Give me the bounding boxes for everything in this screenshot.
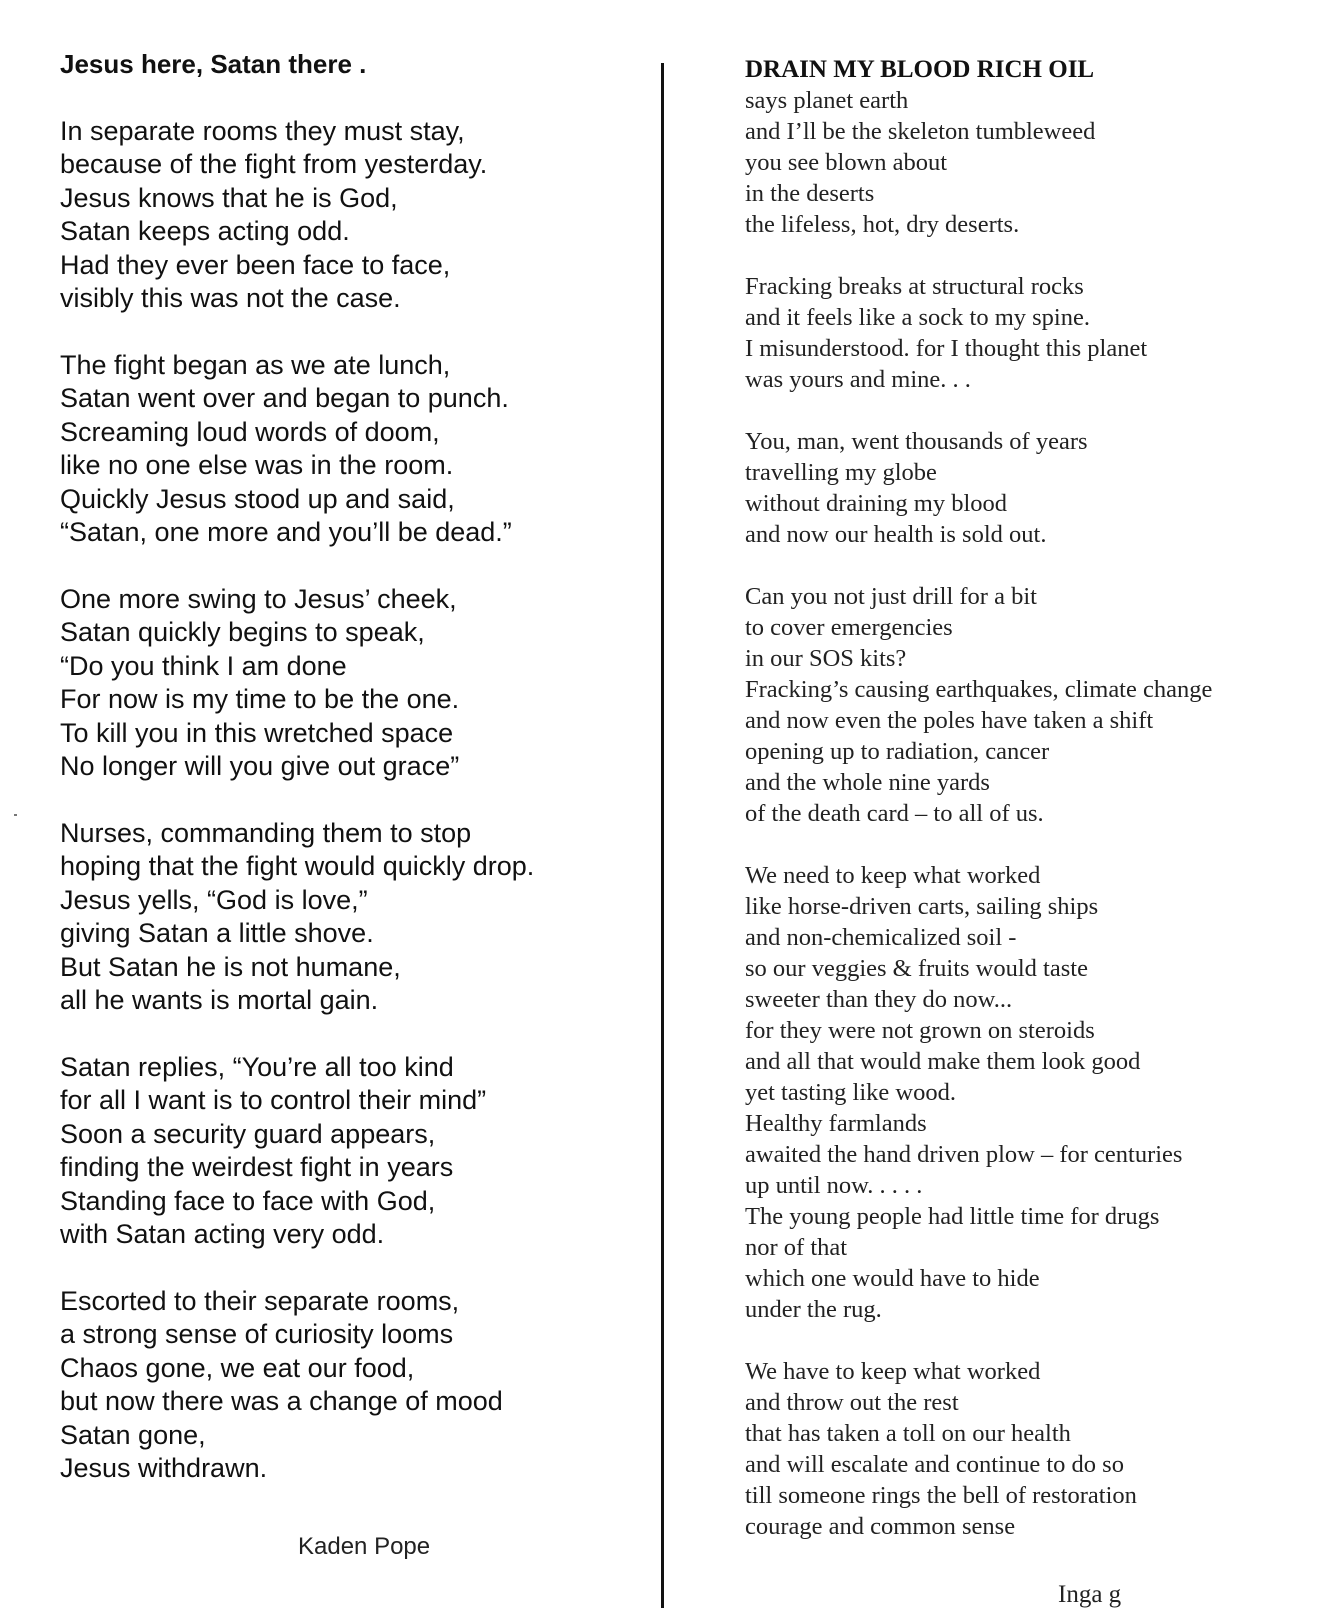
column-divider	[661, 63, 664, 1608]
poem-line: Nurses, commanding them to stop	[60, 817, 472, 848]
poem-line: a strong sense of curiosity looms	[60, 1319, 454, 1349]
poem-line: of the death card – to all of us.	[745, 800, 1044, 827]
poem-line: Quickly Jesus stood up and said,	[60, 483, 455, 514]
poem-line: Jesus withdrawn.	[60, 1453, 268, 1483]
poem-line: which one would have to hide	[745, 1265, 1040, 1292]
poem-left-body	[60, 115, 620, 1486]
poem-line: Standing face to face with God,	[60, 1185, 436, 1216]
poem-line: In separate rooms they must stay,	[60, 115, 465, 146]
poem-line: the lifeless, hot, dry deserts.	[745, 211, 1020, 238]
poem-line: The young people had little time for drugs	[745, 1203, 1160, 1230]
poem-line: yet tasting like wood.	[745, 1079, 956, 1106]
stanza	[745, 581, 1315, 829]
poem-line: till someone rings the bell of restoration	[745, 1482, 1137, 1509]
poem-line: and it feels like a sock to my spine.	[745, 304, 1090, 331]
poem-line: and throw out the rest	[745, 1389, 959, 1416]
poem-line: because of the fight from yesterday.	[60, 149, 488, 179]
poem-line: Jesus knows that he is God,	[60, 182, 398, 213]
poem-line: like horse-driven carts, sailing ships	[745, 893, 1099, 920]
poem-line: Escorted to their separate rooms,	[60, 1285, 460, 1316]
poem-left-author: Kaden Pope	[298, 1533, 431, 1560]
poem-line: up until now. . . . .	[745, 1172, 923, 1199]
poem-line: Screaming loud words of doom,	[60, 416, 440, 447]
poem-line: under the rug.	[745, 1296, 882, 1323]
poem-line: and now even the poles have taken a shift	[745, 707, 1154, 734]
poem-line: but now there was a change of mood	[60, 1386, 503, 1416]
poem-line: visibly this was not the case.	[60, 283, 401, 313]
poem-line: We have to keep what worked	[745, 1358, 1041, 1385]
poem-line: sweeter than they do now...	[745, 986, 1013, 1013]
poem-line: hoping that the fight would quickly drop.	[60, 851, 535, 881]
poem-line: For now is my time to be the one.	[60, 684, 460, 714]
poem-line: to cover emergencies	[745, 614, 953, 641]
stanza	[745, 271, 1315, 395]
poem-right-body	[745, 85, 1315, 1542]
poem-line: Had they ever been face to face,	[60, 249, 451, 280]
poem-left-title: Jesus here, Satan there .	[60, 49, 367, 79]
poem-line: Soon a security guard appears,	[60, 1118, 436, 1149]
poem-line: and now our health is sold out.	[745, 521, 1047, 548]
poem-line: and I’ll be the skeleton tumbleweed	[745, 118, 1096, 145]
poem-right-title: DRAIN MY BLOOD RICH OIL	[745, 56, 1095, 83]
poem-line: in our SOS kits?	[745, 645, 907, 672]
poem-line: Satan went over and began to punch.	[60, 383, 509, 413]
stanza	[745, 426, 1315, 550]
stanza	[745, 85, 1315, 240]
poem-line: Satan keeps acting odd.	[60, 216, 350, 246]
poem-line: Chaos gone, we eat our food,	[60, 1352, 415, 1383]
poem-line: Satan gone,	[60, 1419, 206, 1450]
stanza	[60, 349, 620, 550]
poem-line: and all that would make them look good	[745, 1048, 1141, 1075]
stanza	[745, 1356, 1315, 1542]
poem-line: You, man, went thousands of years	[745, 428, 1088, 455]
poem-line: “Do you think I am done	[60, 650, 347, 681]
poem-line: and the whole nine yards	[745, 769, 990, 796]
stanza	[60, 817, 620, 1018]
poem-line: One more swing to Jesus’ cheek,	[60, 583, 457, 614]
poem-line: for all I want is to control their mind”	[60, 1085, 487, 1115]
poem-line: all he wants is mortal gain.	[60, 985, 379, 1015]
poem-line: We need to keep what worked	[745, 862, 1041, 889]
poem-left	[60, 48, 620, 1519]
poem-line: travelling my globe	[745, 459, 937, 486]
poem-line: Can you not just drill for a bit	[745, 583, 1037, 610]
poem-line: without draining my blood	[745, 490, 1007, 517]
poem-right-author: Inga g	[1058, 1581, 1122, 1608]
poem-line: for they were not grown on steroids	[745, 1017, 1095, 1044]
poem-line: says planet earth	[745, 87, 909, 114]
poem-line: with Satan acting very odd.	[60, 1219, 385, 1249]
poem-line: “Satan, one more and you’ll be dead.”	[60, 517, 512, 547]
poem-line: awaited the hand driven plow – for centuries	[745, 1141, 1183, 1168]
stanza	[60, 1051, 620, 1252]
poem-line: Satan replies, “You’re all too kind	[60, 1051, 454, 1082]
poem-line: courage and common sense	[745, 1513, 1016, 1540]
poem-line: Fracking’s causing earthquakes, climate change	[745, 676, 1213, 703]
poem-line: in the deserts	[745, 180, 875, 207]
poem-line: Fracking breaks at structural rocks	[745, 273, 1084, 300]
poem-line: finding the weirdest fight in years	[60, 1152, 454, 1182]
poem-line: like no one else was in the room.	[60, 450, 454, 480]
poem-line: Healthy farmlands	[745, 1110, 927, 1137]
poem-line: Satan quickly begins to speak,	[60, 617, 425, 647]
poem-line: But Satan he is not humane,	[60, 951, 401, 982]
poem-line: you see blown about	[745, 149, 948, 176]
poem-line: opening up to radiation, cancer	[745, 738, 1050, 765]
poem-line: giving Satan a little shove.	[60, 918, 374, 948]
poem-right	[745, 54, 1315, 1573]
stanza	[60, 115, 620, 316]
poem-line: nor of that	[745, 1234, 848, 1261]
poem-line: Jesus yells, “God is love,”	[60, 884, 368, 915]
poem-line: was yours and mine. . .	[745, 366, 971, 393]
poem-line: so our veggies & fruits would taste	[745, 955, 1088, 982]
poem-line: that has taken a toll on our health	[745, 1420, 1071, 1447]
stanza	[60, 583, 620, 784]
poem-line: I misunderstood. for I thought this planet	[745, 335, 1148, 362]
poem-line: and non-chemicalized soil -	[745, 924, 1017, 951]
poem-line: The fight began as we ate lunch,	[60, 349, 451, 380]
poem-line: and will escalate and continue to do so	[745, 1451, 1124, 1478]
stanza	[745, 860, 1315, 1325]
scan-speck	[14, 814, 17, 816]
poem-line: No longer will you give out grace”	[60, 751, 460, 781]
poem-line: To kill you in this wretched space	[60, 717, 454, 748]
stanza	[60, 1285, 620, 1486]
